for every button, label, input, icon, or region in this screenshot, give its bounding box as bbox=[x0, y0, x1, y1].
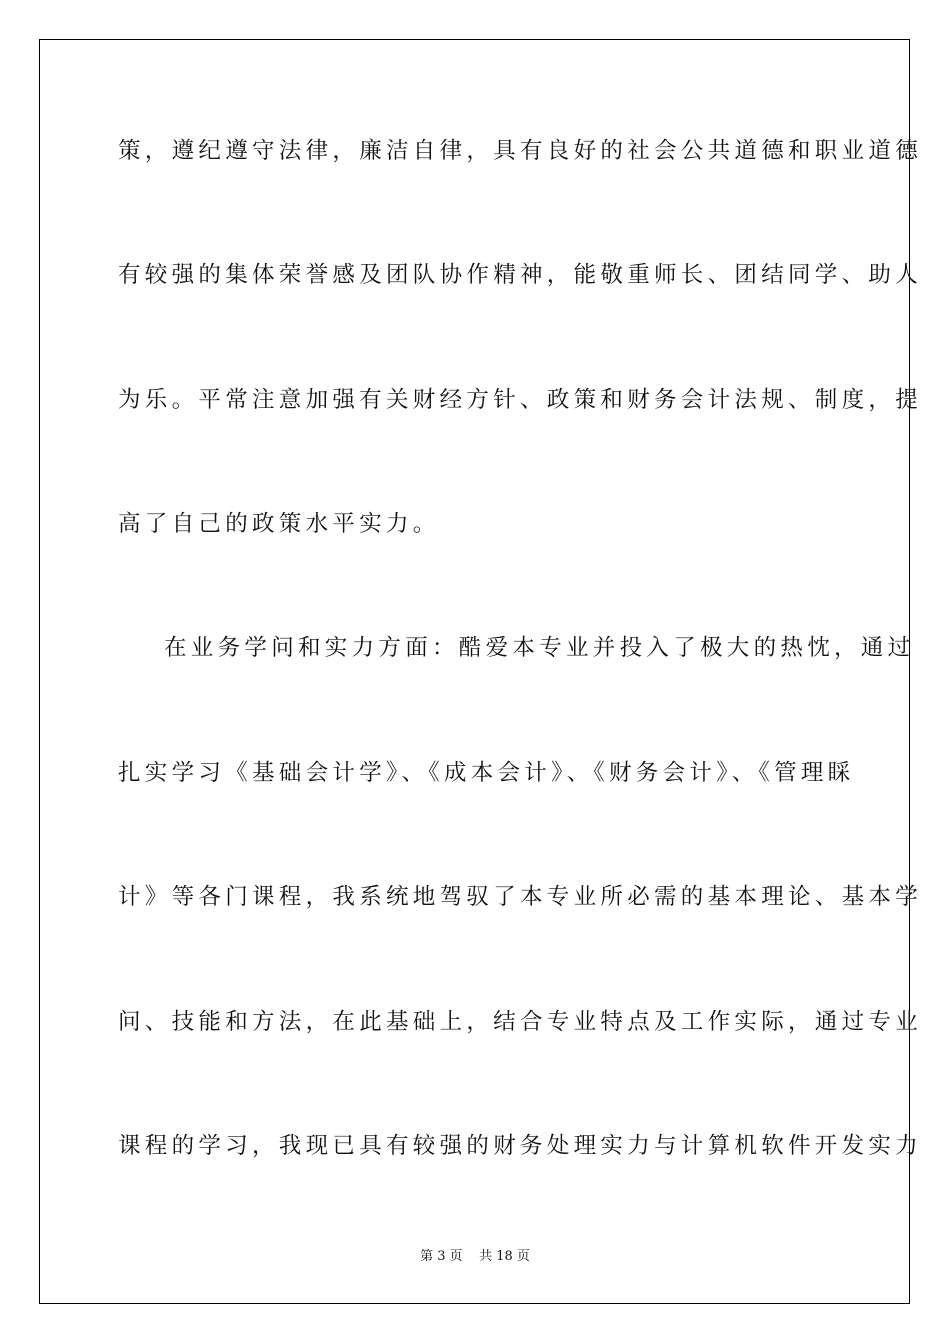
body-line-7: 计》等各门课程，我系统地驾驭了本专业所必需的基本理论、基本学 bbox=[118, 884, 923, 910]
body-line-3: 为乐。平常注意加强有关财经方针、政策和财务会计法规、制度，提 bbox=[118, 387, 923, 413]
page-number-footer: 第 3 页 共 18 页 bbox=[420, 1249, 530, 1264]
body-line-1: 策，遵纪遵守法律，廉洁自律，具有良好的社会公共道德和职业道德 bbox=[118, 138, 923, 164]
page-border bbox=[39, 39, 923, 1304]
body-line-9: 课程的学习，我现已具有较强的财务处理实力与计算机软件开发实力 bbox=[118, 1133, 923, 1159]
body-line-8: 问、技能和方法，在此基础上，结合专业特点及工作实际，通过专业 bbox=[118, 1009, 923, 1035]
body-line-5-paragraph-start: 在业务学问和实力方面：酷爱本专业并投入了极大的热忱，通过 bbox=[164, 635, 915, 661]
body-line-2: 有较强的集体荣誉感及团队协作精神，能敬重师长、团结同学、助人 bbox=[118, 262, 923, 288]
body-line-4: 高了自己的政策水平实力。 bbox=[118, 511, 440, 537]
body-line-6: 扎实学习《基础会计学》、《成本会计》、《财务会计》、《管理睬 bbox=[118, 760, 855, 786]
